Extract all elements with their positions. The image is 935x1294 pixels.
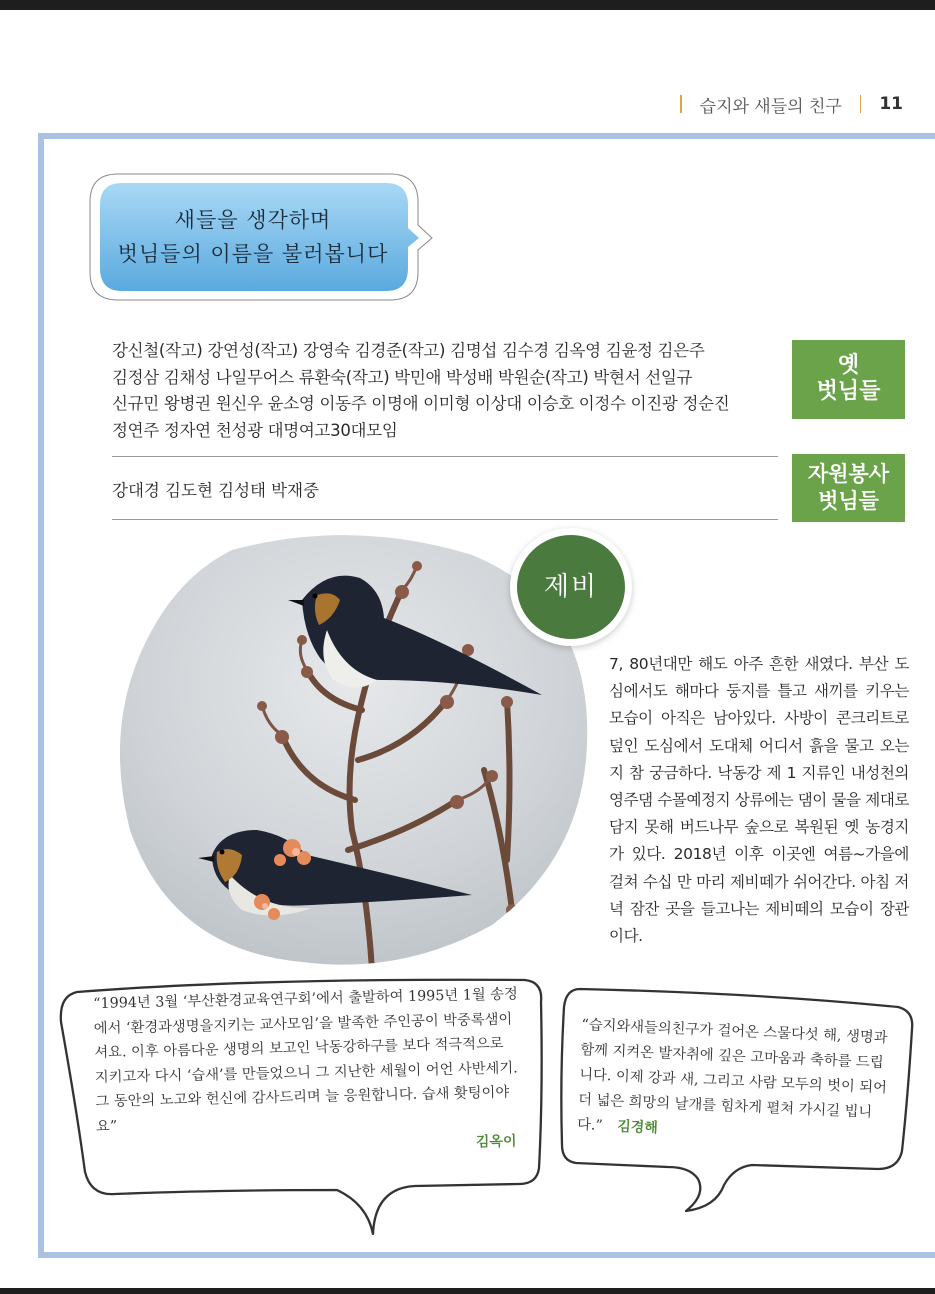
title-line-1: 새들을 생각하며 <box>174 208 332 232</box>
page-number: 11 <box>879 94 903 114</box>
badge-line: 옛 <box>837 353 860 378</box>
title-bubble <box>88 170 433 304</box>
old-friends-names <box>112 338 780 444</box>
running-head-divider <box>680 95 682 113</box>
names-line: 신규민 왕병권 원신우 윤소영 이동주 이명애 이미형 이상대 이승호 이정수 이진광 정순진 <box>112 394 730 413</box>
old-friends-badge <box>792 340 905 419</box>
quote-bubble-right <box>556 985 918 1220</box>
quote-left-text <box>93 982 523 1163</box>
quote-text: “1994년 3월 ‘부산환경교육연구회’에서 출발하여 1995년 1월 송정에서 ‘환경과생명을지키는 교사모임’을 발족한 주인공이 박중록샘이셔요. 이후 아름다운 생명의 보고인 낙동강하구를 보다 적극적으로 지키고자 다시 ‘습새’를 만들었으니 그 지난한 세월이 어언 사반세기. 그 동안의 노고와 헌신에 감사드리며 늘 응원합니다. 습새 홧팅이야요” <box>93 986 519 1135</box>
quote-author: 김경해 <box>616 1118 659 1137</box>
quote-right-text <box>577 1013 898 1152</box>
badge-line: 벗님들 <box>816 379 881 404</box>
quote-bubble-left <box>55 972 545 1242</box>
badge-line: 벗님들 <box>818 489 879 513</box>
divider-rule <box>112 519 778 520</box>
quote-author: 김옥이 <box>475 1133 517 1151</box>
bird-name-tag <box>510 528 632 646</box>
bird-name: 제비 <box>517 535 625 639</box>
running-head-title: 습지와 새들의 친구 <box>699 96 842 117</box>
top-edge-bar <box>0 0 935 10</box>
running-head-divider <box>860 95 862 113</box>
bottom-edge-bar <box>0 1288 935 1294</box>
volunteer-names: 강대경 김도현 김성태 박재중 <box>112 481 320 500</box>
names-line: 김정삼 김채성 나일무어스 류환숙(작고) 박민애 박성배 박원순(작고) 박현서 선일규 <box>112 367 693 387</box>
title-line-2: 벗님들의 이름을 불러봅니다 <box>117 242 389 266</box>
title-text <box>88 203 418 271</box>
volunteer-friends-badge <box>792 454 905 522</box>
names-line: 강신철(작고) 강연성(작고) 강영숙 김경준(작고) 김명섭 김수경 김옥영 김윤정 김은주 <box>112 341 705 360</box>
bird-description: 7, 80년대만 해도 아주 흔한 새였다. 부산 도심에서도 해마다 둥지를 틀고 새끼를 키우는 모습이 아직은 남아있다. 사방이 콘크리트로 덮인 도심에서 도대체 어디서 흙을 물고 오는지 참 궁금하다. 낙동강 제 1 지류인 내성천의 영주댐 수몰예정지 상류에는 댐이 물을 제대로 담지 못해 버드나무 숲으로 복원된 옛 농경지가 있다. 2018년 이후 이곳엔 여름~가을에 걸쳐 수십 만 마리 제비떼가 쉬어간다. 아침 저녁 잠잔 곳을 들고나는 제비떼의 모습이 장관이다. <box>609 655 909 946</box>
quote-text: “습지와새들의친구가 걸어온 스물다섯 해, 생명과 함께 지켜온 발자취에 깊은 고마움과 축하를 드립니다. 이제 강과 새, 그리고 사람 모두의 벗이 되어 더 넓은 희망의 날개를 힘차게 펼쳐 가시길 빕니다.” <box>576 1016 888 1135</box>
names-line: 정연주 정자연 천성광 대명여고30대모임 <box>112 420 398 440</box>
badge-line: 자원봉사 <box>807 462 890 486</box>
divider-rule <box>112 456 778 457</box>
running-head <box>662 92 903 116</box>
